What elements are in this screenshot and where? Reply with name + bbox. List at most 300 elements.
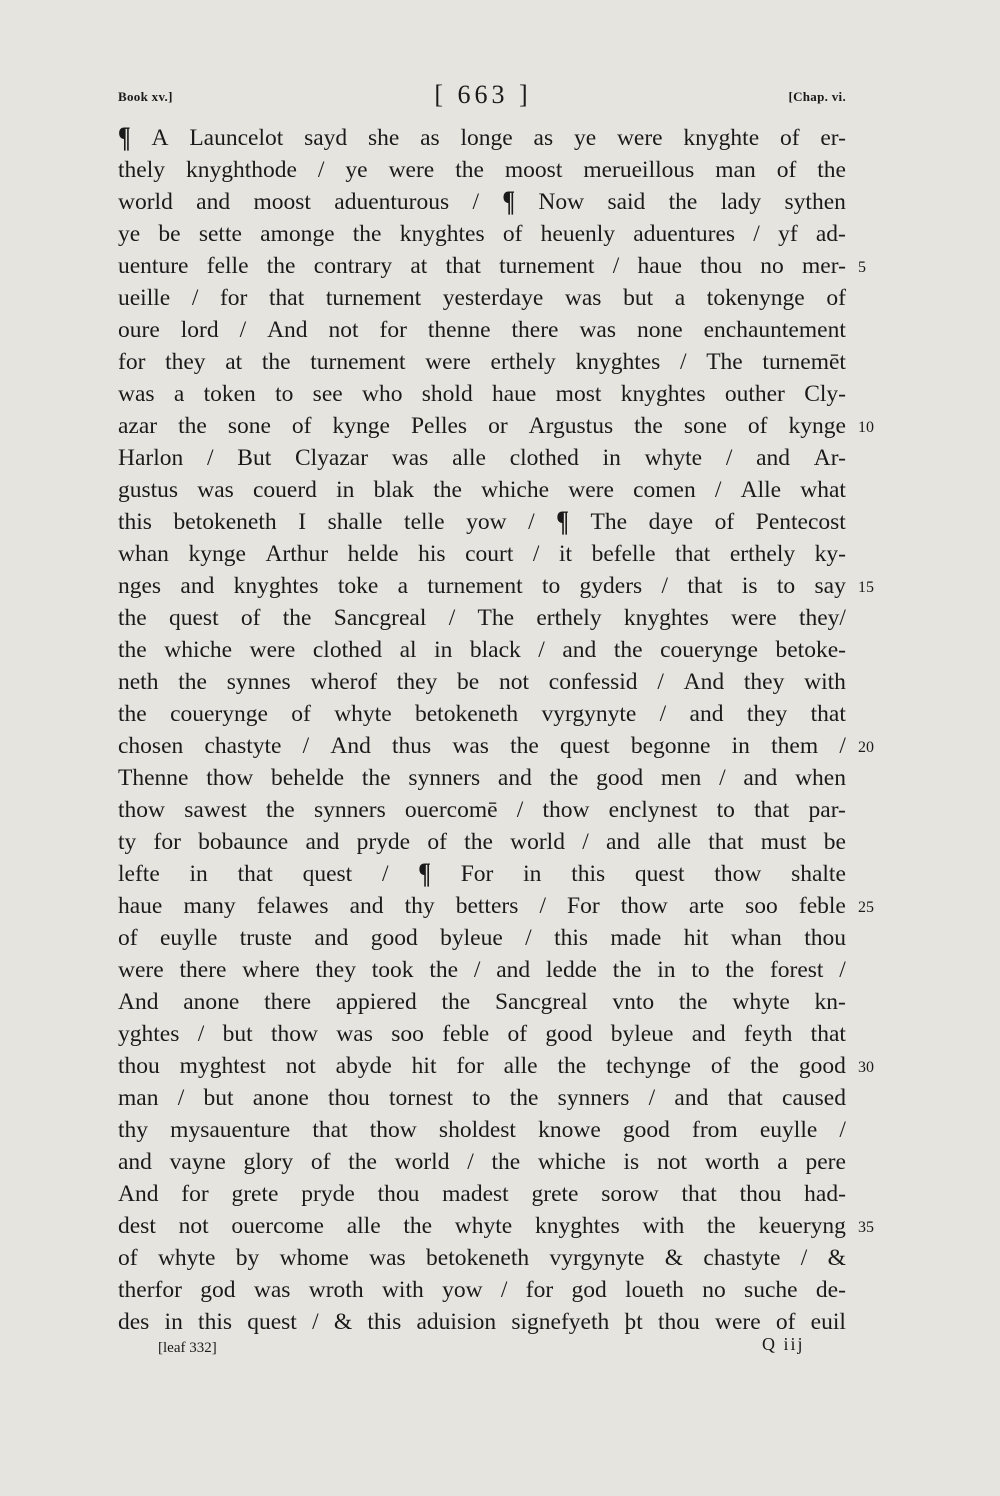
- word: þt: [624, 1309, 643, 1335]
- word: be: [158, 221, 181, 247]
- word: not: [498, 669, 530, 695]
- word: /: [800, 1245, 808, 1271]
- word: and: [496, 957, 531, 983]
- line-text: [118, 1178, 846, 1210]
- line-text: [118, 730, 846, 762]
- word: betoke-: [775, 637, 846, 663]
- word: nges: [118, 573, 162, 599]
- word: And: [118, 1181, 159, 1207]
- word: anone: [252, 1085, 309, 1111]
- word: took: [371, 957, 414, 983]
- word: mysauenture: [170, 1117, 291, 1143]
- word: this: [571, 861, 606, 887]
- word: arte: [688, 893, 725, 919]
- line-text: [118, 282, 846, 314]
- word: oure: [118, 317, 160, 343]
- word: /: [582, 829, 589, 855]
- word: aduenturous: [334, 189, 450, 215]
- text-line: [118, 1082, 846, 1114]
- word: hit: [683, 925, 709, 951]
- word: kynge: [788, 413, 846, 439]
- line-text: [118, 922, 846, 954]
- word: quest: [247, 1309, 297, 1335]
- word: whiche: [164, 637, 233, 663]
- word: not: [656, 1149, 687, 1175]
- word: they: [315, 957, 356, 983]
- word: Alle: [740, 477, 782, 503]
- word: couerynge: [170, 701, 268, 727]
- word: was: [564, 285, 602, 311]
- word: kn-: [814, 989, 846, 1015]
- text-line: [118, 1146, 846, 1178]
- word: sone: [227, 413, 271, 439]
- word: thow: [118, 797, 165, 823]
- word: couerd: [253, 477, 317, 503]
- text-line: [118, 538, 846, 570]
- word: ye: [118, 221, 141, 247]
- word: a: [777, 1149, 788, 1175]
- word: the: [817, 157, 846, 183]
- word: man: [715, 157, 756, 183]
- text-line: [118, 122, 846, 154]
- word: haue: [118, 893, 163, 919]
- word: and: [605, 829, 640, 855]
- word: made: [610, 925, 662, 951]
- word: yghtes: [118, 1021, 180, 1047]
- text-line: [118, 314, 846, 346]
- word: Pentecost: [755, 509, 846, 535]
- word: were: [425, 349, 471, 375]
- word: world: [118, 189, 173, 215]
- word: The: [706, 349, 743, 375]
- word: betokeneth: [173, 509, 277, 535]
- word: myghtest: [179, 1053, 266, 1079]
- word: synners: [313, 797, 386, 823]
- word: no: [760, 253, 784, 279]
- word: and: [314, 925, 349, 951]
- word: madest: [442, 1181, 509, 1207]
- word: for: [118, 349, 146, 375]
- word: confessid: [548, 669, 638, 695]
- line-text: [118, 1018, 846, 1050]
- word: most: [555, 381, 602, 407]
- word: knyghthode: [185, 157, 297, 183]
- word: whyte: [644, 445, 703, 471]
- word: with: [804, 669, 846, 695]
- line-text: [118, 602, 846, 634]
- word: /: [528, 509, 535, 535]
- word: Ar-: [813, 445, 846, 471]
- word: the: [750, 1053, 779, 1079]
- word: to: [472, 1085, 491, 1111]
- word: token: [203, 381, 256, 407]
- word: world: [394, 1149, 450, 1175]
- text-line: [118, 762, 846, 794]
- word: was: [197, 477, 234, 503]
- word: and: [497, 765, 532, 791]
- word: keueryng: [758, 1213, 846, 1239]
- word: hit: [411, 1053, 437, 1079]
- word: that: [269, 285, 305, 311]
- word: ouercomē: [404, 797, 498, 823]
- text-line: [118, 154, 846, 186]
- word: alle: [346, 1213, 381, 1239]
- word: to: [691, 957, 710, 983]
- word: knyghtes: [534, 1213, 620, 1239]
- text-line: [118, 858, 846, 890]
- word: anone: [183, 989, 240, 1015]
- word: this: [118, 509, 152, 535]
- text-line: [118, 410, 874, 442]
- line-text: [118, 538, 846, 570]
- line-text: [118, 1306, 846, 1338]
- word: say: [814, 573, 846, 599]
- word: the: [266, 797, 295, 823]
- word: Argustus: [528, 413, 614, 439]
- word: thow: [620, 893, 668, 919]
- word: felawes: [256, 893, 329, 919]
- word: for: [456, 1053, 484, 1079]
- word: knyghtes: [399, 221, 485, 247]
- word: the: [261, 349, 291, 375]
- word: and: [305, 829, 340, 855]
- word: /: [197, 1021, 205, 1047]
- word: shold: [421, 381, 473, 407]
- word: that: [810, 1021, 846, 1047]
- word: Launcelot: [189, 125, 284, 151]
- word: clothed: [312, 637, 383, 663]
- word: thou: [328, 1085, 370, 1111]
- word: whan: [118, 541, 169, 567]
- text-line: [118, 474, 846, 506]
- word: whan: [730, 925, 782, 951]
- word: soo: [391, 1021, 424, 1047]
- word: not: [285, 1053, 316, 1079]
- word: she: [367, 125, 400, 151]
- word: the: [433, 477, 462, 503]
- word: at: [410, 253, 428, 279]
- line-text: [118, 1146, 846, 1178]
- word: wherof: [310, 669, 378, 695]
- word: quest: [302, 861, 353, 887]
- line-text: [118, 378, 846, 410]
- text-line: [118, 1274, 846, 1306]
- word: /: [839, 1117, 846, 1143]
- word: good: [370, 925, 418, 951]
- word: synners: [408, 765, 481, 791]
- text-line: [118, 282, 846, 314]
- word: mer-: [802, 253, 846, 279]
- word: quest: [560, 733, 610, 759]
- word: chastyte: [204, 733, 282, 759]
- word: of: [502, 221, 523, 247]
- word: And: [683, 669, 725, 695]
- word: of: [291, 701, 311, 727]
- word: blak: [373, 477, 415, 503]
- word: ye: [573, 125, 597, 151]
- word: Sancgreal: [494, 989, 588, 1015]
- word: of: [427, 829, 447, 855]
- word: euylle: [159, 925, 218, 951]
- word: yow: [442, 1277, 483, 1303]
- line-text: [118, 154, 846, 186]
- word: appiered: [335, 989, 417, 1015]
- word: /: [680, 349, 687, 375]
- word: /: [500, 1277, 508, 1303]
- word: who: [361, 381, 403, 407]
- word: knyghtes: [623, 605, 709, 631]
- word: merueillous: [583, 157, 695, 183]
- word: &: [333, 1309, 353, 1335]
- word: For: [460, 861, 494, 887]
- word: good: [622, 1117, 670, 1143]
- word: the: [707, 1213, 736, 1239]
- word: des: [118, 1309, 150, 1335]
- word: /: [612, 253, 620, 279]
- word: /: [725, 445, 733, 471]
- word: feble: [442, 1021, 490, 1047]
- word: /: [648, 1085, 656, 1111]
- word: /: [177, 1085, 185, 1111]
- word: the: [557, 1053, 587, 1079]
- word: Pelles: [410, 413, 468, 439]
- word: thy: [404, 893, 435, 919]
- word: /: [381, 861, 389, 887]
- word: this: [198, 1309, 233, 1335]
- word: &: [664, 1245, 684, 1271]
- word: caused: [782, 1085, 846, 1111]
- word: &: [827, 1245, 846, 1271]
- word: comen: [633, 477, 696, 503]
- word: that: [675, 541, 711, 567]
- book-label: Book xv.]: [118, 89, 173, 104]
- word: /: [302, 733, 310, 759]
- word: betokeneth: [414, 701, 519, 727]
- word: ad-: [815, 221, 846, 247]
- word: and: [743, 765, 778, 791]
- text-line: [118, 218, 846, 250]
- word: of: [118, 925, 138, 951]
- word: were: [731, 605, 777, 631]
- word: glory: [243, 1149, 294, 1175]
- word: dest: [118, 1213, 156, 1239]
- word: knyghtes: [575, 349, 661, 375]
- word: helde: [347, 541, 399, 567]
- word: alle: [657, 829, 692, 855]
- word: erthely: [490, 349, 556, 375]
- word: /: [516, 797, 524, 823]
- word: thou: [377, 1181, 420, 1207]
- word: /: [538, 637, 545, 663]
- word: uenture: [118, 253, 189, 279]
- word: but: [222, 1021, 253, 1047]
- text-line: [118, 922, 846, 954]
- word: /: [473, 957, 481, 983]
- text-line: [118, 602, 846, 634]
- word: the: [668, 189, 698, 215]
- line-text: [118, 1210, 846, 1242]
- word: suche: [744, 1277, 798, 1303]
- word: /: [525, 925, 532, 951]
- word: /: [839, 733, 846, 759]
- word: sayd: [304, 125, 348, 151]
- word: and: [674, 1085, 709, 1111]
- word: knyghte: [683, 125, 760, 151]
- word: black: [469, 637, 521, 663]
- word: of: [310, 1149, 331, 1175]
- line-text: [118, 1082, 846, 1114]
- word: in: [189, 861, 208, 887]
- running-header: [118, 80, 846, 114]
- word: yf: [778, 221, 798, 247]
- word: alle: [452, 445, 486, 471]
- word: And: [267, 317, 308, 343]
- word: sette: [198, 221, 242, 247]
- word: forest: [769, 957, 824, 983]
- text-line: [118, 986, 846, 1018]
- word: worth: [704, 1149, 760, 1175]
- word: vyrgynyte: [541, 701, 637, 727]
- word: to: [776, 573, 796, 599]
- word: they: [743, 669, 785, 695]
- word: techynge: [606, 1053, 691, 1079]
- word: for: [181, 1181, 209, 1207]
- word: not: [328, 317, 359, 343]
- word: begonne: [630, 733, 711, 759]
- word: thus: [392, 733, 432, 759]
- word: of: [291, 413, 312, 439]
- word: Sancgreal: [333, 605, 427, 631]
- word: whyte: [732, 989, 790, 1015]
- word: moost: [253, 189, 311, 215]
- word: /: [207, 445, 214, 471]
- word: knyghtes: [620, 381, 706, 407]
- word: thou: [804, 925, 846, 951]
- word: thou: [118, 1053, 160, 1079]
- word: ueille: [118, 285, 171, 311]
- word: the: [464, 829, 493, 855]
- word: and: [691, 1021, 726, 1047]
- word: not: [178, 1213, 209, 1239]
- word: had-: [804, 1181, 846, 1207]
- word: god: [571, 1277, 607, 1303]
- text-line: [118, 826, 846, 858]
- word: the: [509, 1085, 539, 1111]
- leaf-number: [leaf 332]: [158, 1340, 217, 1356]
- word: that: [237, 861, 273, 887]
- word: that: [681, 1181, 717, 1207]
- word: gyders: [579, 573, 643, 599]
- word: they: [746, 701, 788, 727]
- word: for: [153, 829, 181, 855]
- word: /: [719, 765, 726, 791]
- word: the: [282, 605, 312, 631]
- word: /: [539, 893, 546, 919]
- word: whyte: [334, 701, 392, 727]
- text-line: [118, 250, 866, 282]
- word: turnement: [310, 349, 406, 375]
- word: the: [178, 413, 207, 439]
- line-number: 5: [858, 259, 866, 276]
- line-number: 10: [858, 419, 874, 436]
- word: thy: [118, 1117, 149, 1143]
- text-line: [118, 506, 846, 538]
- line-text: [118, 474, 846, 506]
- word: good: [545, 1021, 593, 1047]
- word: whiche: [481, 477, 550, 503]
- word: man: [118, 1085, 159, 1111]
- word: the: [118, 701, 147, 727]
- word: many: [183, 893, 236, 919]
- word: thou: [657, 1309, 700, 1335]
- word: And: [118, 989, 159, 1015]
- text-line: [118, 1114, 846, 1146]
- line-text: [118, 218, 846, 250]
- word: ky-: [814, 541, 846, 567]
- word: must: [760, 829, 807, 855]
- word: bobaunce: [198, 829, 289, 855]
- word: heuenly: [540, 221, 616, 247]
- text-line: [118, 890, 874, 922]
- word: in: [164, 1309, 183, 1335]
- word: neth: [118, 669, 159, 695]
- word: outher: [724, 381, 785, 407]
- word: of: [240, 605, 261, 631]
- word: is: [741, 573, 758, 599]
- word: in: [523, 861, 542, 887]
- word: feble: [798, 893, 846, 919]
- word: of: [507, 1021, 528, 1047]
- word: thou: [739, 1181, 782, 1207]
- line-text: [118, 250, 846, 282]
- word: byleue: [440, 925, 503, 951]
- word: of: [776, 157, 797, 183]
- line-text: [118, 186, 846, 218]
- word: thenne: [427, 317, 491, 343]
- line-text: [118, 794, 846, 826]
- word: the: [429, 957, 459, 983]
- word: a: [674, 285, 686, 311]
- word: was: [391, 445, 429, 471]
- word: that: [727, 1085, 763, 1111]
- word: feyth: [744, 1021, 793, 1047]
- word: wroth: [308, 1277, 364, 1303]
- line-number: 35: [858, 1219, 874, 1236]
- line-text: [118, 826, 846, 858]
- word: the: [549, 765, 579, 791]
- word: they/: [798, 605, 846, 631]
- word: I: [298, 509, 307, 535]
- word: alle: [503, 1053, 538, 1079]
- word: and: [689, 701, 724, 727]
- word: when: [795, 765, 846, 791]
- paragraph-mark-icon: ¶: [418, 857, 431, 891]
- word: in: [602, 445, 621, 471]
- word: of: [710, 1053, 731, 1079]
- word: ye: [345, 157, 368, 183]
- word: pryde: [356, 829, 411, 855]
- word: chastyte: [703, 1245, 781, 1271]
- word: lady: [720, 189, 762, 215]
- text-line: [118, 1306, 846, 1338]
- word: with: [381, 1277, 424, 1303]
- word: /: [657, 669, 664, 695]
- word: Cly-: [804, 381, 846, 407]
- word: contrary: [313, 253, 393, 279]
- word: by: [235, 1245, 260, 1271]
- word: men: [660, 765, 702, 791]
- word: the: [491, 1149, 521, 1175]
